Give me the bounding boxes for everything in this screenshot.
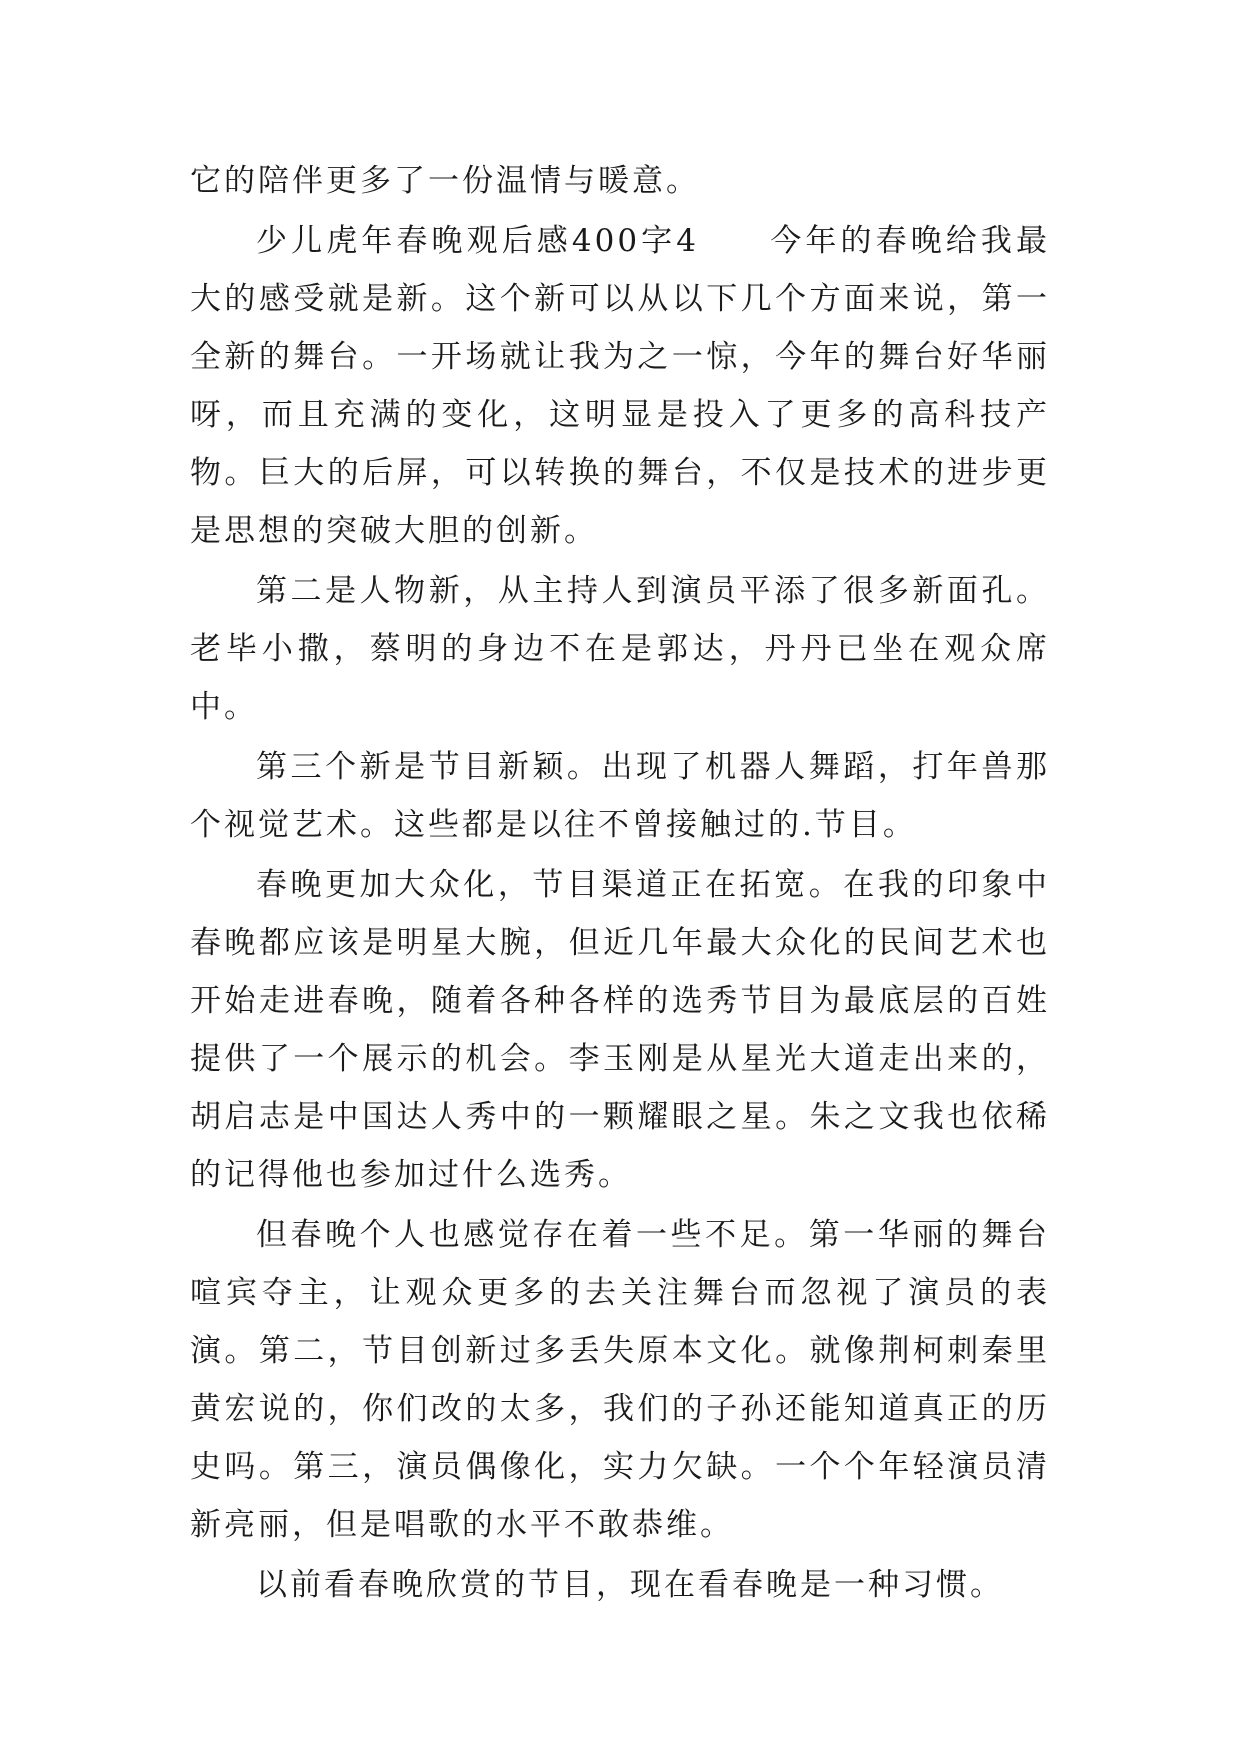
document-body [190, 152, 1050, 1614]
paragraph-5: 春晚更加大众化，节目渠道正在拓宽。在我的印象中春晚都应该是明星大腕，但近几年最大众化的民间艺术也开始走进春晚，随着各种各样的选秀节目为最底层的百姓提供了一个展示的机会。李玉刚是从星光大道走出来的，胡启志是中国达人秀中的一颗耀眼之星。朱之文我也依稀的记得他也参加过什么选秀。 [190, 867, 1050, 1193]
paragraph-7: 以前看春晚欣赏的节目，现在看春晚是一种习惯。 [256, 1567, 1004, 1603]
paragraph-4: 第三个新是节目新颖。出现了机器人舞蹈，打年兽那个视觉艺术。这些都是以往不曾接触过的.节目。 [190, 749, 1050, 843]
paragraph-2: 少儿虎年春晚观后感400字4 今年的春晚给我最大的感受就是新。这个新可以从以下几个方面来说，第一全新的舞台。一开场就让我为之一惊，今年的舞台好华丽呀，而且充满的变化，这明显是投入了更多的高科技产物。巨大的后屏，可以转换的舞台，不仅是技术的进步更是思想的突破大胆的创新。 [190, 223, 1050, 549]
paragraph-1: 它的陪伴更多了一份温情与暖意。 [190, 163, 700, 199]
paragraph-3: 第二是人物新，从主持人到演员平添了很多新面孔。老毕小撒，蔡明的身边不在是郭达，丹丹已坐在观众席中。 [190, 573, 1050, 725]
paragraph-6: 但春晚个人也感觉存在着一些不足。第一华丽的舞台喧宾夺主，让观众更多的去关注舞台而忽视了演员的表演。第二，节目创新过多丢失原本文化。就像荆柯刺秦里黄宏说的，你们改的太多，我们的子孙还能知道真正的历史吗。第三，演员偶像化，实力欠缺。一个个年轻演员清新亮丽，但是唱歌的水平不敢恭维。 [190, 1217, 1050, 1543]
